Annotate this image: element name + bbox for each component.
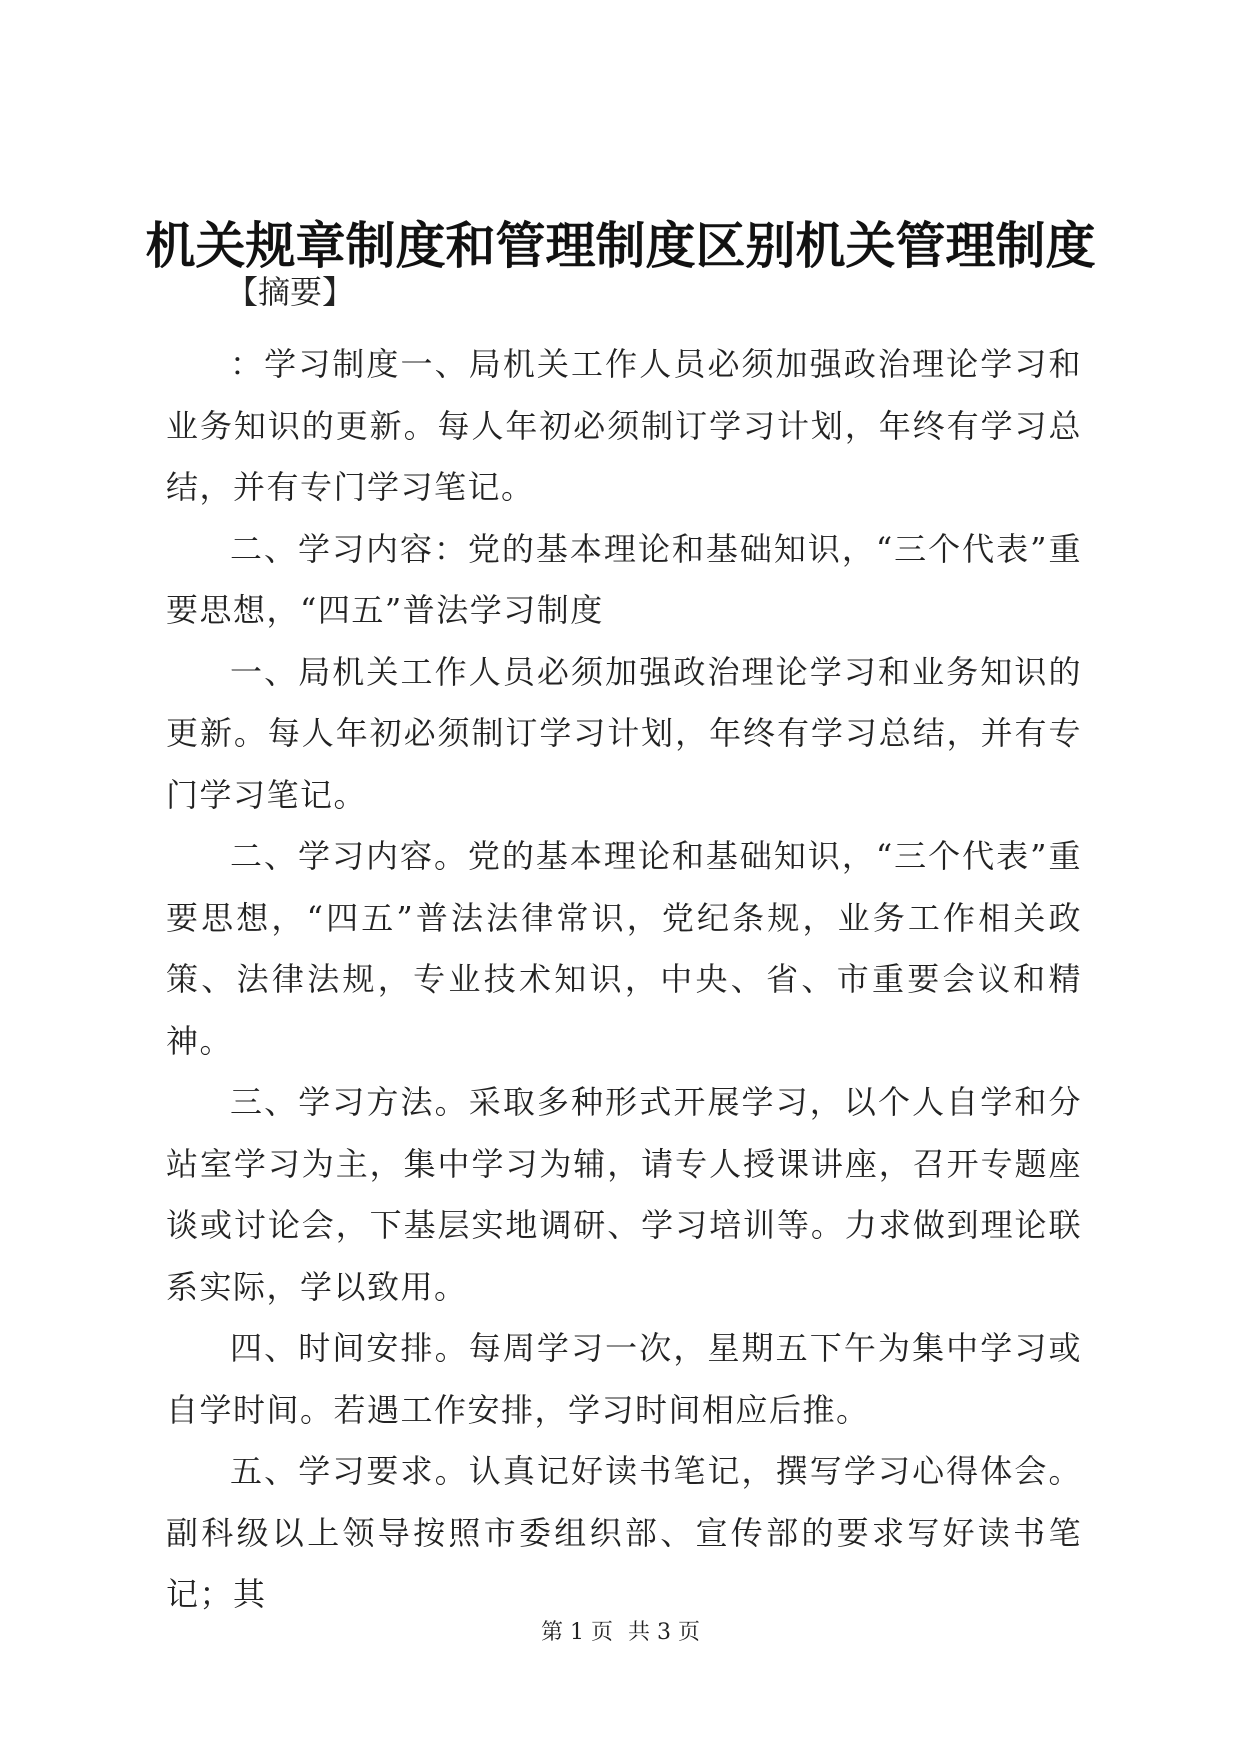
page-total: 共 3 页 (628, 1620, 700, 1645)
paragraph-1: ：学习制度一、局机关工作人员必须加强政治理论学习和业务知识的更新。每人年初必须制订学习计划，年终有学习总结，并有专门学习笔记。 (166, 345, 1082, 506)
paragraph-2: 二、学习内容：党的基本理论和基础知识，“三个代表”重要思想，“四五”普法学习制度 (166, 529, 1082, 629)
paragraph-3: 一、局机关工作人员必须加强政治理论学习和业务知识的更新。每人年初必须制订学习计划，年终有学习总结，并有专门学习笔记。 (166, 652, 1082, 814)
paragraph-7: 五、学习要求。认真记好读书笔记，撰写学习心得体会。副科级以上领导按照市委组织部、宣传部的要求写好读书笔记；其 (166, 1452, 1082, 1613)
paragraph-4: 二、学习内容。党的基本理论和基础知识，“三个代表”重要思想，“四五”普法法律常识，党纪条规，业务工作相关政策、法律法规，专业技术知识，中央、省、市重要会议和精神。 (166, 837, 1082, 1060)
document-title: 机关规章制度和管理制度区别机关管理制度 (145, 216, 1096, 275)
paragraph-6: 四、时间安排。每周学习一次，星期五下午为集中学习或自学时间。若遇工作安排，学习时间相应后推。 (166, 1329, 1082, 1429)
document-body (166, 262, 1082, 1626)
abstract-label: 【摘要】 (226, 273, 355, 311)
paragraph-5: 三、学习方法。采取多种形式开展学习，以个人自学和分站室学习为主，集中学习为辅，请专人授课讲座，召开专题座谈或讨论会，下基层实地调研、学习培训等。力求做到理论联系实际，学以致用。 (166, 1083, 1082, 1306)
page-number: 第 1 页 (541, 1620, 613, 1645)
page-footer (0, 1618, 1241, 1648)
